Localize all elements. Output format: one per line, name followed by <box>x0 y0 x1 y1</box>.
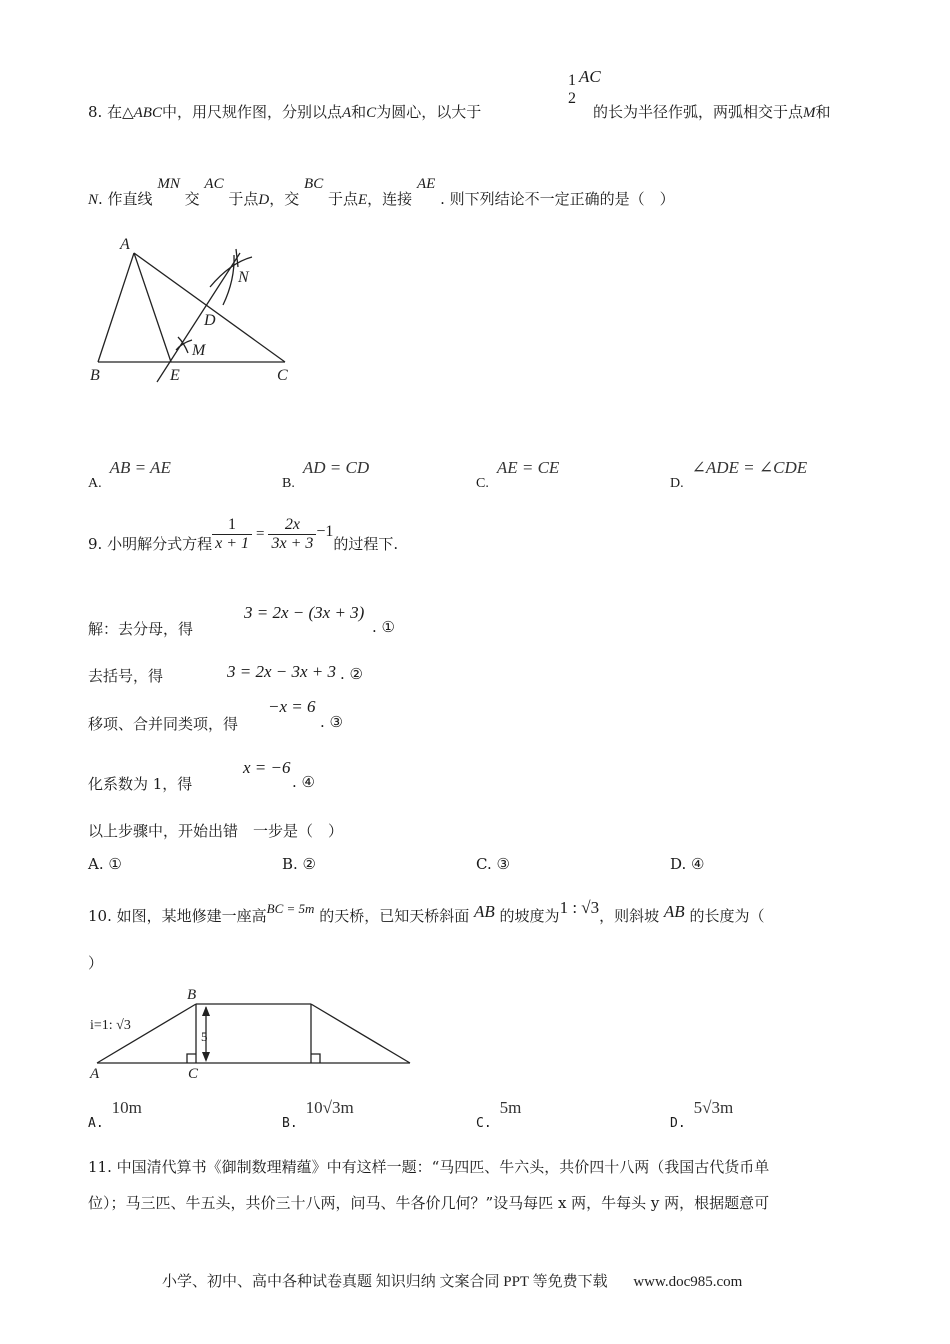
point-e: E <box>358 192 368 208</box>
option-value: 5√3m <box>693 1098 734 1117</box>
label-m: M <box>192 342 206 359</box>
q8-text: . 作直线 <box>98 190 153 208</box>
q8-text: ，交 <box>269 190 300 208</box>
fraction-2x-over-3x-plus-3 <box>268 516 316 553</box>
q8-text: 交 <box>184 190 200 208</box>
point-m: M <box>803 105 816 121</box>
segment-ac: AC <box>579 67 601 86</box>
q9-step-4-mark: . ④ <box>292 773 315 791</box>
segment-ab: AB <box>473 902 495 921</box>
option-value: 5m <box>499 1098 522 1117</box>
q8-text: 和 <box>351 103 367 121</box>
step-text: 解：去分母，得 <box>88 620 194 638</box>
q9-option-b[interactable]: B. ② <box>282 855 317 873</box>
equals-sign: = <box>256 526 265 542</box>
q10-text: ，则斜坡 <box>599 907 660 925</box>
q8-triangle-figure <box>80 225 320 390</box>
point-n: N <box>88 192 99 208</box>
point-d: D <box>258 192 270 208</box>
q9-step-1 <box>88 618 193 639</box>
option-label: C. <box>476 476 489 491</box>
footer-text: 小学、初中、高中各种试卷真题 知识归纳 文案合同 PPT 等免费下载 <box>162 1274 608 1290</box>
option-value: AD = CD <box>302 458 370 477</box>
option-label: C. <box>476 1116 492 1131</box>
option-label: A. <box>88 1116 104 1131</box>
label-c: C <box>277 367 288 384</box>
q10-text: 的天桥，已知天桥斜面 <box>319 907 470 925</box>
segment-ab: AB <box>663 902 685 921</box>
q8-text: . 则下列结论不一定正确的是（ ） <box>440 190 675 208</box>
q9-step-4-math: x = −6 <box>243 758 291 777</box>
page-footer <box>162 1270 742 1291</box>
q8-text: 的长为半径作弧，两弧相交于点 <box>593 103 804 121</box>
q10-text: 的长度为（ <box>689 907 765 925</box>
point-c: C <box>366 105 377 121</box>
q10-option-c[interactable] <box>476 1098 522 1132</box>
q10-text: 的坡度为 <box>499 907 560 925</box>
q9-option-c[interactable]: C. ③ <box>476 855 510 873</box>
q8-text: 于点 <box>228 190 259 208</box>
q8-line2 <box>88 176 675 209</box>
option-label: D. <box>670 1116 686 1131</box>
q9-option-d[interactable]: D. ④ <box>670 855 705 873</box>
q8-line1-end <box>593 101 831 122</box>
q9-step-1-mark: . ① <box>372 618 395 636</box>
minus-one: −1 <box>316 522 334 540</box>
label-b: B <box>187 987 197 1003</box>
label-slope: i=1: √3 <box>90 1018 131 1033</box>
q9-step-2-mark: . ② <box>340 665 363 683</box>
triangle-abc: △ABC <box>122 105 162 121</box>
height-bc: BC = 5m <box>266 901 315 916</box>
step-text: 去括号，得 <box>88 667 164 685</box>
q9-option-a[interactable]: A. ① <box>88 855 122 873</box>
q9-step-4 <box>88 773 192 794</box>
q10-option-b[interactable] <box>282 1098 354 1132</box>
segment-bc: BC <box>304 176 324 192</box>
label-n: N <box>238 269 249 286</box>
option-value: AE = CE <box>496 458 560 477</box>
denominator: x + 1 <box>212 534 252 553</box>
segment-ae: AE <box>416 176 436 192</box>
q9-step-2 <box>88 665 163 686</box>
q9-step-2-math: 3 = 2x − 3x + 3 <box>227 662 337 681</box>
q8-line1 <box>88 101 481 122</box>
point-a: A <box>341 105 352 121</box>
denominator: 3x + 3 <box>268 534 316 553</box>
fraction-1-over-x-plus-1 <box>212 516 252 553</box>
denominator: 2 <box>568 90 576 107</box>
q8-option-c[interactable] <box>476 458 560 492</box>
q8-text: 于点 <box>327 190 358 208</box>
q11-line1: 11. 中国清代算书《御制数理精蕴》中有这样一题：“马四匹、牛六头，共价四十八两（我国古代货币单 <box>88 1158 770 1176</box>
q10-bridge-figure <box>80 980 420 1080</box>
q8-option-d[interactable] <box>670 458 808 492</box>
label-c: C <box>188 1066 199 1080</box>
line-mn: MN <box>157 176 180 192</box>
q8-text: 中，用尺规作图，分别以点 <box>161 103 342 121</box>
q8-text: 和 <box>815 103 831 121</box>
numerator: 2x <box>284 516 300 533</box>
option-value: 10√3m <box>305 1098 354 1117</box>
option-label: B. <box>282 476 295 491</box>
step-text: 移项、合并同类项，得 <box>88 715 239 733</box>
q9-intro <box>88 515 398 554</box>
q9-question: 以上步骤中，开始出错 一步是（ ） <box>88 822 344 840</box>
q10-text: 10. 如图，某地修建一座高 <box>88 907 267 925</box>
q8-text: ，连接 <box>367 190 413 208</box>
q10-line1 <box>88 898 765 926</box>
q10-line2: ） <box>88 954 104 972</box>
label-d: D <box>204 312 216 329</box>
numerator: 1 <box>228 516 237 533</box>
q9-text: 9. 小明解分式方程 <box>88 535 213 553</box>
step-text: 化系数为 1，得 <box>88 775 193 793</box>
option-value: 10m <box>111 1098 142 1117</box>
option-label: D. <box>670 476 684 491</box>
slope-ratio: 1 : √3 <box>559 898 600 917</box>
option-label: B. <box>282 1116 298 1131</box>
q9-step-3-mark: . ③ <box>320 713 343 731</box>
option-value: ∠ADE = ∠CDE <box>691 458 808 477</box>
label-height: 5 <box>201 1029 208 1044</box>
q9-step-1-math: 3 = 2x − (3x + 3) <box>244 603 365 622</box>
option-label: A. <box>88 476 102 491</box>
label-b: B <box>90 367 100 384</box>
q8-option-b[interactable] <box>282 458 370 492</box>
q8-text: 8. 在 <box>88 103 123 121</box>
fraction <box>565 72 579 108</box>
q10-option-d[interactable] <box>670 1098 734 1132</box>
option-value: AB = AE <box>109 458 171 477</box>
q9-step-3-math: −x = 6 <box>268 697 316 716</box>
q8-text: 为圆心，以大于 <box>376 103 482 121</box>
q11-line2: 位）；马三匹、牛五头，共价三十八两，问马、牛各价几何？”设马每匹 x 两，牛每头 y 两，根据题意可 <box>88 1194 770 1212</box>
segment-ac: AC <box>204 176 224 192</box>
label-a: A <box>90 1066 100 1080</box>
label-a: A <box>120 236 130 253</box>
q9-step-3 <box>88 713 238 734</box>
q9-text: 的过程下. <box>333 535 399 553</box>
label-e: E <box>170 367 180 384</box>
numerator: 1 <box>568 72 576 89</box>
q8-option-a[interactable] <box>88 458 171 492</box>
q10-option-a[interactable] <box>88 1098 142 1132</box>
footer-link[interactable]: www.doc985.com <box>633 1274 743 1290</box>
